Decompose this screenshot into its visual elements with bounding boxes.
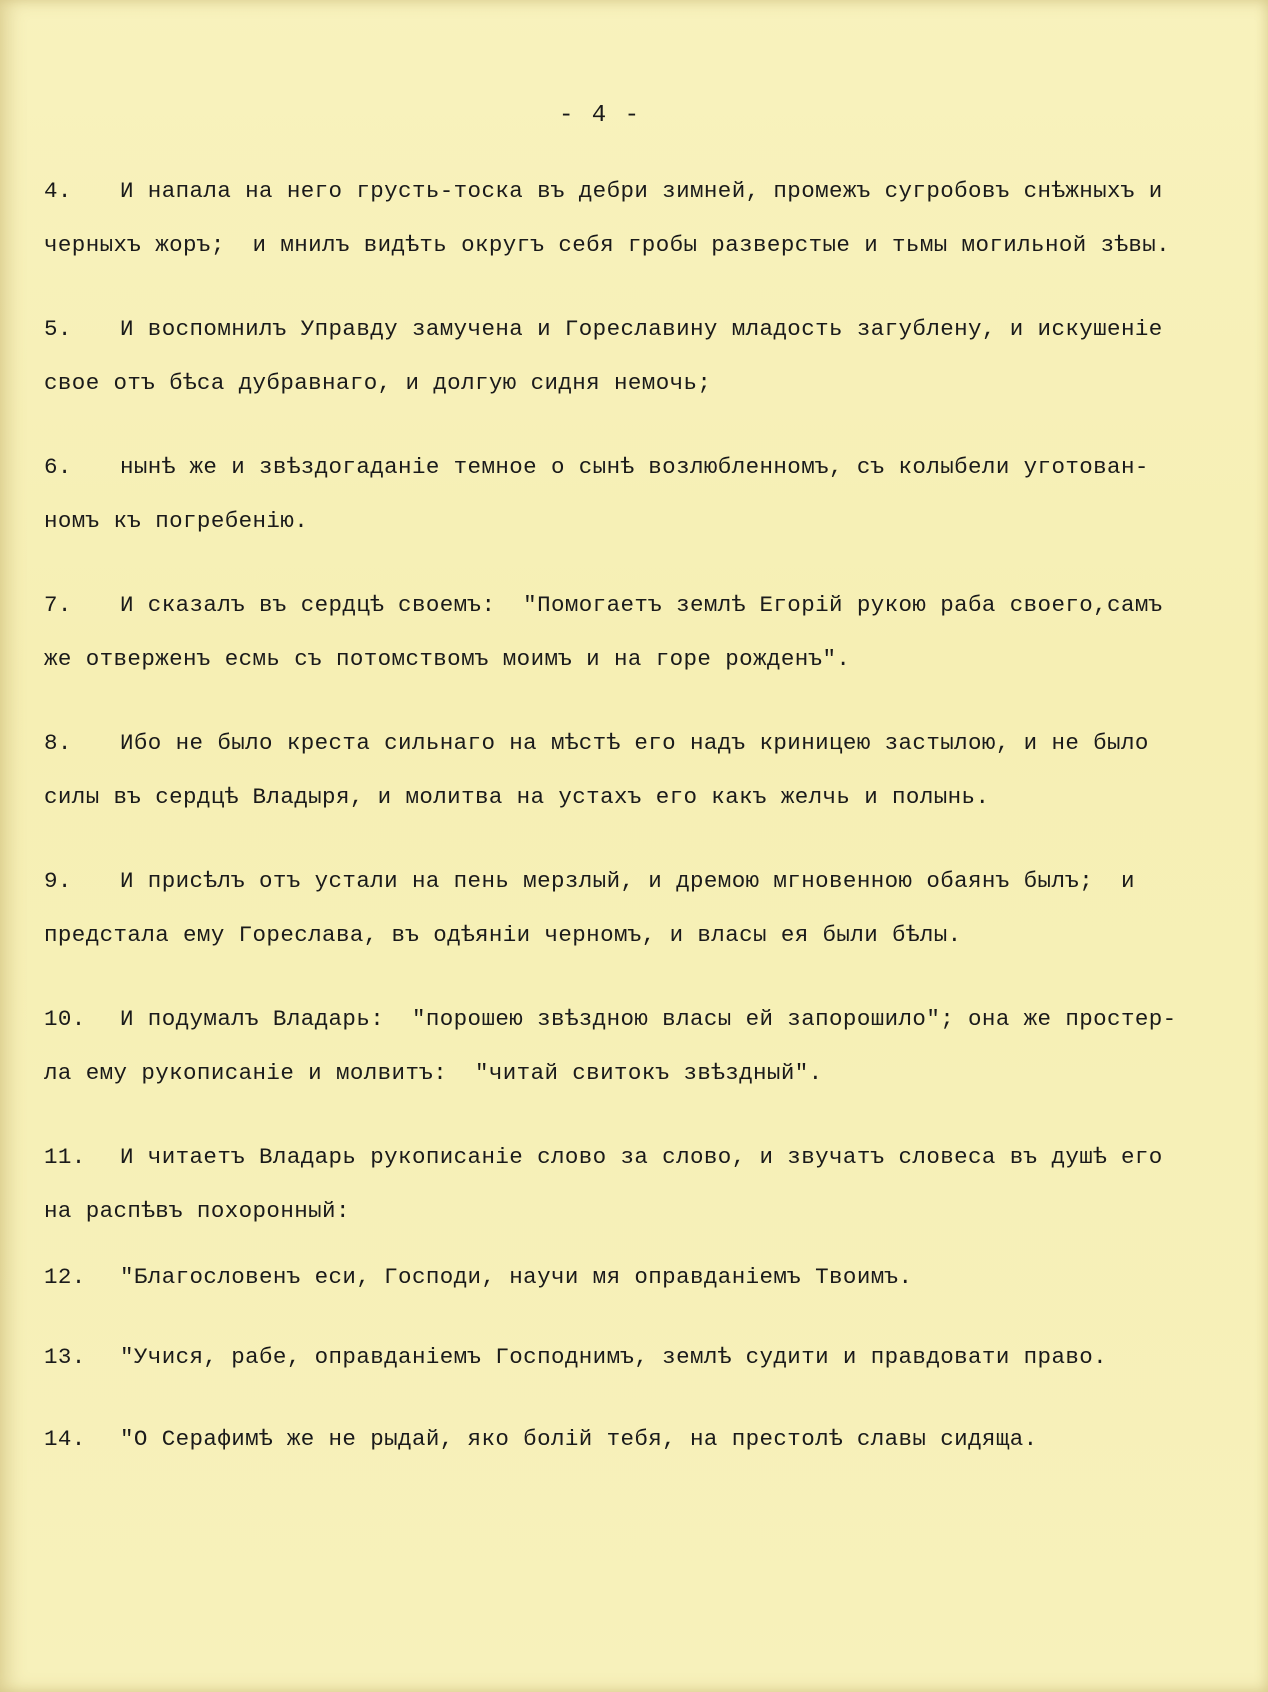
verse-text: же отверженъ есмь съ потомствомъ моимъ и на горе рожденъ". [44, 646, 851, 672]
text-line [44, 594, 1163, 617]
verse-text: И сказалъ въ сердцѣ своемъ: "Помогаетъ землѣ Егорiй рукою раба своего,самъ [120, 592, 1163, 618]
verse-text: нынѣ же и звѣздогаданiе темное о сынѣ возлюбленномъ, съ колыбели уготован- [120, 454, 1149, 480]
text-line [44, 786, 989, 809]
verse-text: на распѣвъ похоронный: [44, 1198, 350, 1224]
verse-text: И подумалъ Владарь: "порошею звѣздною власы ей запорошило"; она же простер- [120, 1006, 1177, 1032]
verse-number: 9. [44, 868, 72, 894]
text-line [44, 1428, 1038, 1451]
verse-number: 14. [44, 1426, 86, 1452]
verse-number: 10. [44, 1006, 86, 1032]
text-line [44, 732, 1149, 755]
text-line [44, 1146, 1163, 1169]
verse-number: 4. [44, 178, 72, 204]
verse-text: "О Серафимѣ же не рыдай, яко болiй тебя, на престолѣ славы сидяща. [120, 1426, 1038, 1452]
text-line [44, 1266, 912, 1289]
text-line [44, 648, 850, 671]
verse-number: 11. [44, 1144, 86, 1170]
text-line [44, 456, 1149, 479]
verse-text: Ибо не было креста сильнаго на мѣстѣ его надъ криницею застылою, и не было [120, 730, 1149, 756]
text-line [44, 924, 962, 947]
verse-text: "Учися, рабе, оправданiемъ Господнимъ, землѣ судити и правдовати право. [120, 1344, 1108, 1370]
verse-text: ла ему рукописанiе и молвитъ: "читай свитокъ звѣздный". [44, 1060, 823, 1086]
verse-text: свое отъ бѣса дубравнаго, и долгую сидня немочь; [44, 370, 712, 396]
text-line [44, 234, 1170, 257]
text-line [44, 180, 1163, 203]
verse-text: черныхъ жоръ; и мнилъ видѣть округъ себя гробы разверстые и тьмы могильной зѣвы. [44, 232, 1171, 258]
verse-text: предстала ему Гореслава, въ одѣянiи черномъ, и власы ея были бѣлы. [44, 922, 962, 948]
verse-text: "Благословенъ еси, Господи, научи мя оправданiемъ Твоимъ. [120, 1264, 913, 1290]
verse-number: 12. [44, 1264, 86, 1290]
text-line [44, 372, 711, 395]
verse-text: номъ къ погребенiю. [44, 508, 309, 534]
verse-number: 13. [44, 1344, 86, 1370]
text-line [44, 318, 1163, 341]
text-line [44, 1062, 823, 1085]
verse-number: 6. [44, 454, 72, 480]
verse-text: силы въ сердцѣ Владыря, и молитва на устахъ его какъ желчь и полынь. [44, 784, 990, 810]
verse-number: 7. [44, 592, 72, 618]
verse-text: И читаетъ Владарь рукописанiе слово за слово, и звучатъ словеса въ душѣ его [120, 1144, 1163, 1170]
verse-number: 5. [44, 316, 72, 342]
text-line [44, 1346, 1107, 1369]
text-line [44, 1200, 350, 1223]
verse-text: И напала на него грусть-тоска въ дебри зимней, промежъ сугробовъ снѣжныхъ и [120, 178, 1163, 204]
text-line [44, 510, 308, 533]
verse-text: И присѣлъ отъ устали на пень мерзлый, и дремою мгновенною обаянъ былъ; и [120, 868, 1135, 894]
text-line [44, 1008, 1177, 1031]
text-line [44, 870, 1135, 893]
page-number: - 4 - [558, 102, 641, 129]
verse-text: И воспомнилъ Управду замучена и Гореславину младость загублену, и искушенiе [120, 316, 1163, 342]
verse-number: 8. [44, 730, 72, 756]
